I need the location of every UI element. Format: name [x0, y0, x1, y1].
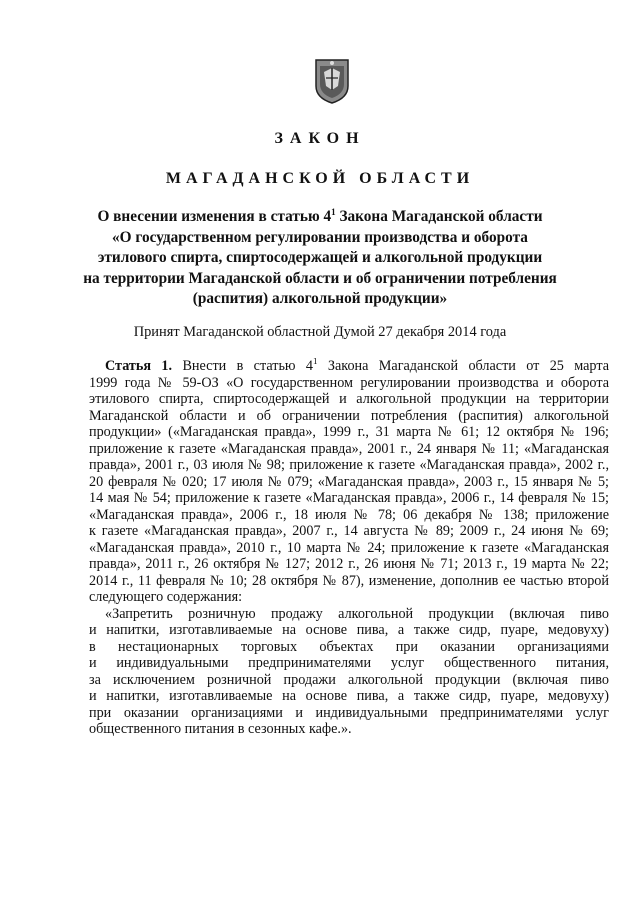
quote-line: и напитки, изготавливаемые на основе пива, а также сидр, пуаре, медовуху): [89, 622, 609, 638]
article-line: приложение к газете «Магаданская правда», 2001 г., 24 января № 11; «Магаданская: [89, 440, 609, 457]
article-line: правда», 2001 г., 03 июля № 98; приложение к газете «Магаданская правда», 2002 г.,: [89, 457, 609, 473]
article-line: 14 мая № 54; приложение к газете «Магаданская правда», 2006 г., 14 февраля № 15;: [89, 490, 609, 506]
quote-line: в нестационарных торговых объектах при оказании организациями: [89, 638, 609, 655]
title-line-5: (распития) алкогольной продукции»: [192, 290, 448, 307]
article-line: к газете «Магаданская правда», 2007 г., 14 августа № 89; 2009 г., 24 июня № 69;: [89, 523, 609, 539]
region-heading: МАГАДАНСКОЙ ОБЛАСТИ: [165, 170, 475, 187]
article-line: правда», 2011 г., 26 октября № 127; 2012 г., 26 июня № 71; 2013 г., 19 марта № 22;: [89, 556, 609, 572]
article-line: «Магаданская правда», 2006 г., 18 июля № 78; 06 декабря № 138; приложение: [89, 506, 609, 523]
quote-line: и напитки, изготавливаемые на основе пива, а также сидр, пуаре, медовуху): [89, 688, 609, 704]
article-body: [89, 358, 609, 738]
title-line-1: О внесении изменения в статью $4^1$ Закона Магаданской области: [97, 207, 543, 225]
article-line-first: Статья 1. Внести в статью $4^1$ Закона Магаданской области от 25 марта: [105, 358, 609, 374]
article-line: 20 февраля № 020; 17 июля № 079; «Магаданская правда», 2003 г., 15 января № 5;: [89, 473, 609, 490]
article-line: Магаданской области и об ограничении потребления (распития) алкогольной: [89, 407, 609, 424]
title-line-4: на территории Магаданской области и об ограничении потребления: [83, 269, 557, 287]
article-line-last: следующего содержания:: [89, 589, 243, 605]
quote-line: и индивидуальными предпринимателями услуг общественного питания,: [89, 655, 609, 671]
quote-line-last: общественного питания в сезонных кафе.».: [89, 721, 352, 737]
title-line-2: «О государственном регулировании производства и оборота: [112, 228, 528, 246]
article-line: «Магаданская правда», 2010 г., 10 марта № 24; приложение к газете «Магаданская: [89, 539, 609, 556]
article-line: 2014 г., 11 февраля № 10; 28 октября № 87), изменение, дополнив ее частью второй: [89, 572, 609, 589]
quote-line-first: «Запретить розничную продажу алкогольной продукции (включая пиво: [105, 605, 609, 622]
article-label: Статья 1.: [105, 358, 173, 374]
document-type-heading: ЗАКОН: [274, 130, 366, 147]
article-line: этилового спирта, спиртосодержащей и алкогольной продукции на территории: [89, 391, 609, 407]
coat-of-arms-emblem: [314, 56, 350, 104]
quote-line: при оказании организациями и индивидуальными предпринимателями услуг: [89, 704, 609, 721]
article-line: 1999 года № 59-ОЗ «О государственном регулировании производства и оборота: [89, 374, 609, 391]
quote-line: за исключением розничной продажи алкогольной продукции (включая пиво: [89, 671, 609, 688]
adoption-note: Принят Магаданской областной Думой 27 декабря 2014 года: [133, 324, 507, 340]
law-title: [70, 207, 570, 310]
article-line: продукции» («Магаданская правда», 1999 г., 31 марта № 61; 12 октября № 196;: [89, 424, 609, 440]
title-line-3: этилового спирта, спиртосодержащей и алкогольной продукции: [97, 249, 543, 266]
